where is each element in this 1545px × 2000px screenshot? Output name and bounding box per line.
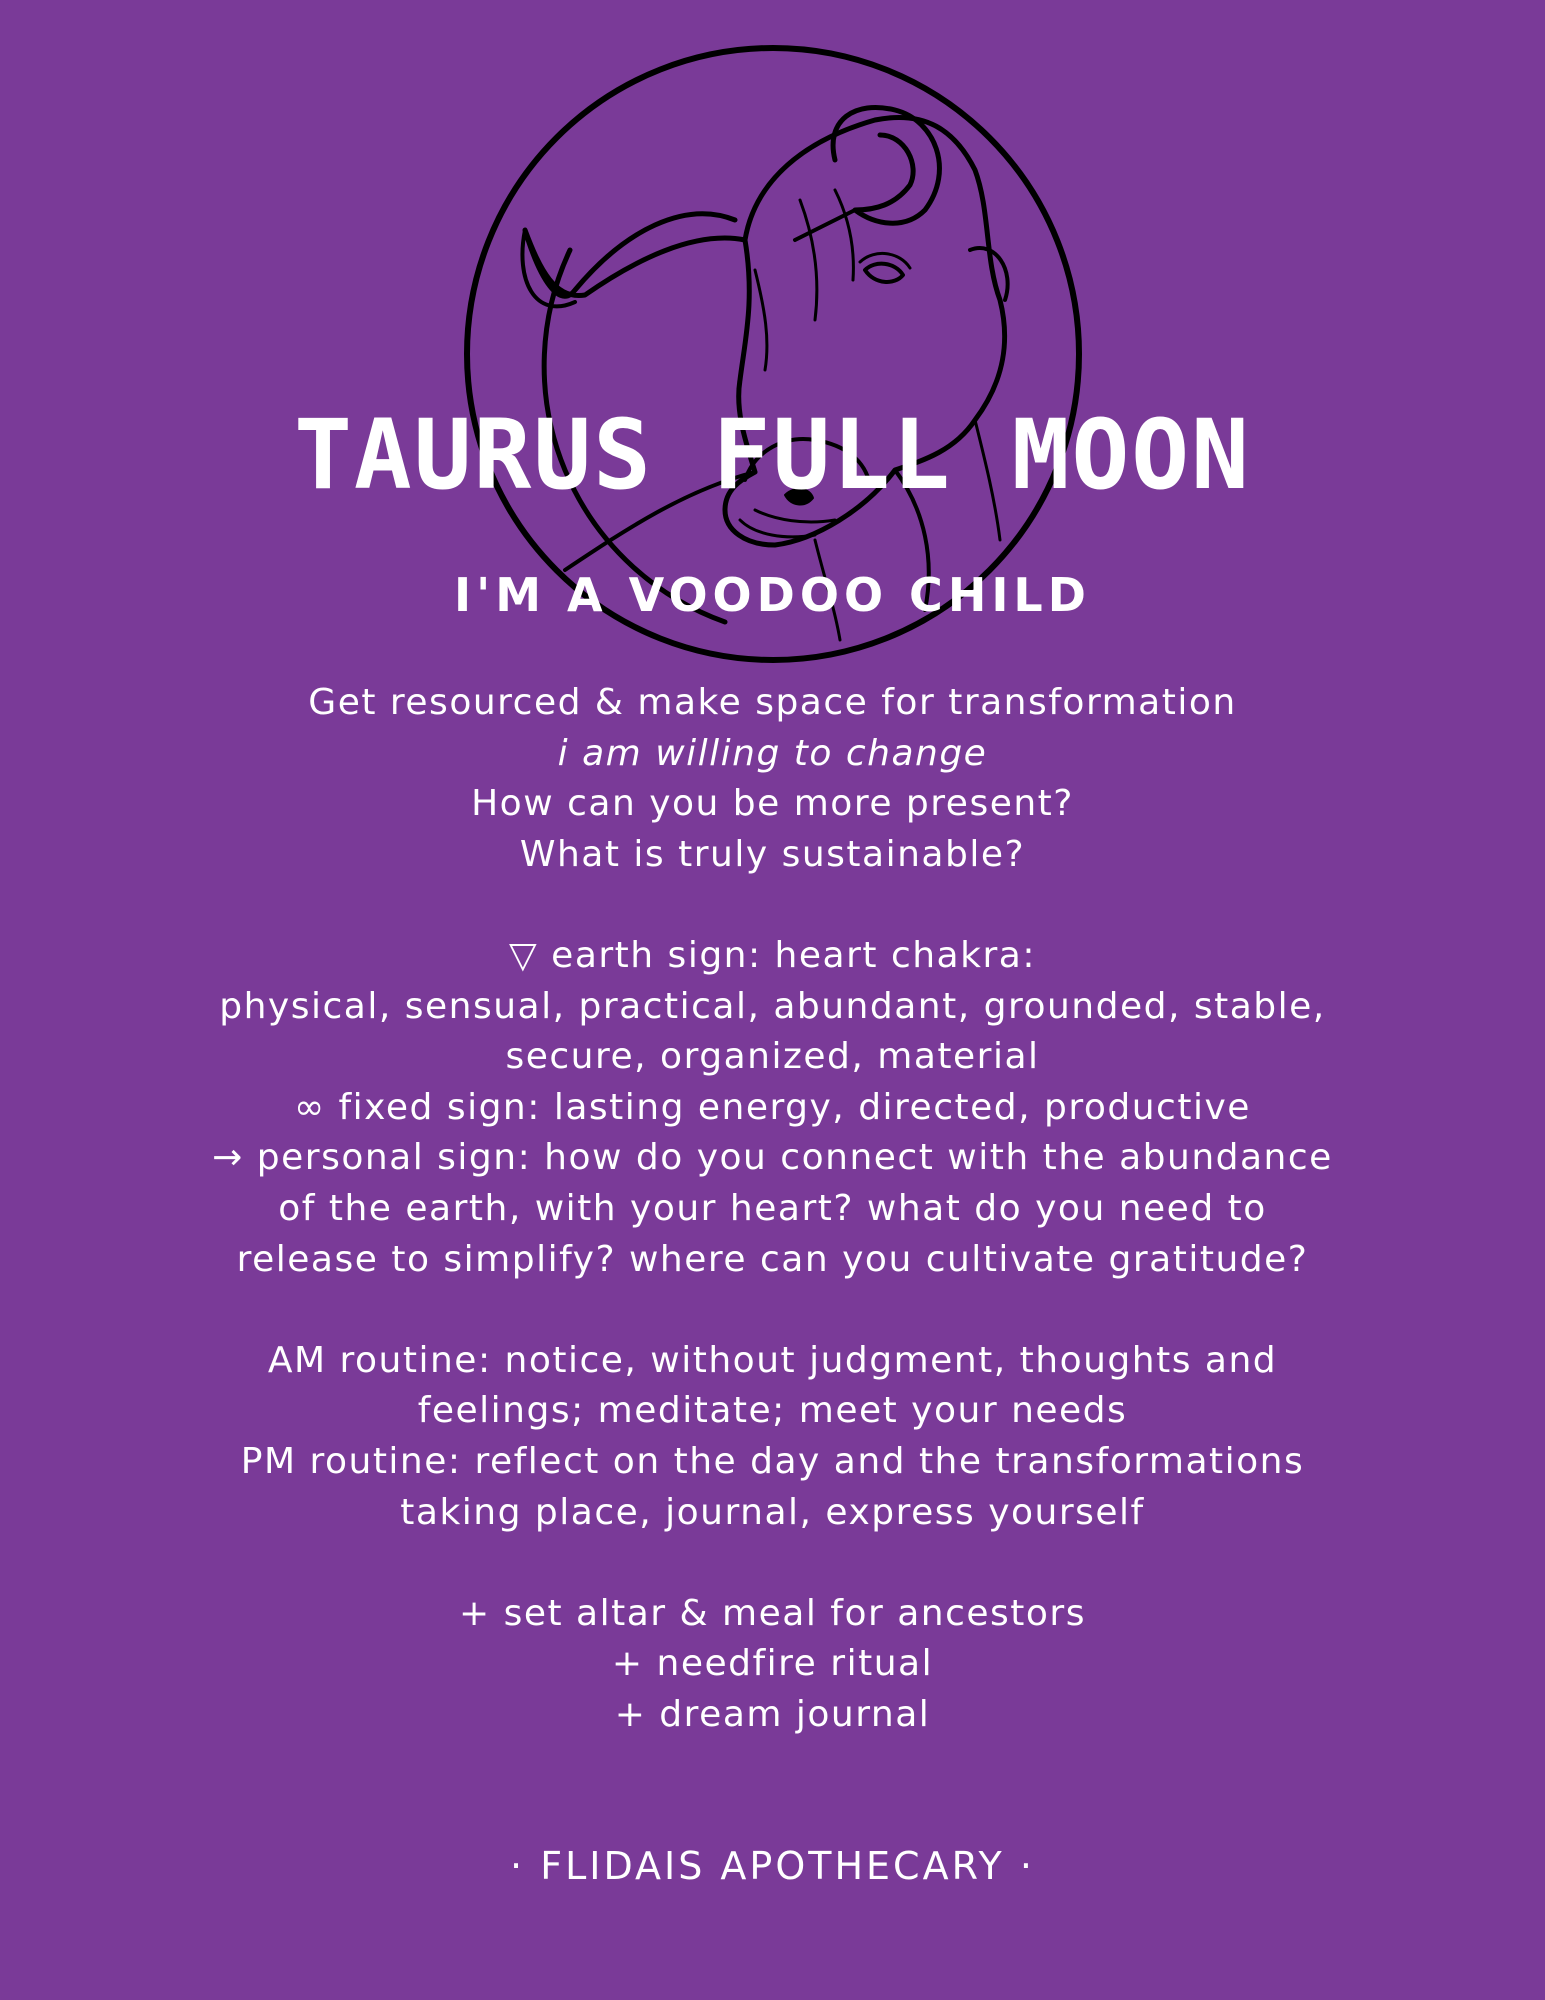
pm-routine-line-2: taking place, journal, express yourself [400, 1491, 1145, 1533]
eye [865, 264, 903, 282]
earth-sign-line: ▽ earth sign: heart chakra: [509, 934, 1036, 976]
ritual-item-1: + set altar & meal for ancestors [458, 1592, 1086, 1634]
page-subtitle: I'M A VOODOO CHILD [454, 568, 1091, 622]
intro-line-4: What is truly sustainable? [519, 833, 1026, 875]
body-text [0, 678, 1545, 1740]
personal-sign-line-3: release to simplify? where can you cultivate gratitude? [236, 1238, 1309, 1280]
right-horn [833, 107, 939, 223]
footer-brand: · FLIDAIS APOTHECARY · [510, 1844, 1035, 1888]
am-routine-line-1: AM routine: notice, without judgment, thoughts and [267, 1339, 1278, 1381]
personal-sign-line-2: of the earth, with your heart? what do you need to [278, 1187, 1267, 1229]
ritual-item-3: + dream journal [614, 1693, 931, 1735]
earth-traits-line-2: secure, organized, material [505, 1036, 1040, 1078]
pm-routine-line-1: PM routine: reflect on the day and the transformations [240, 1440, 1305, 1482]
ritual-item-2: + needfire ritual [611, 1643, 934, 1685]
spacer [0, 880, 1545, 931]
intro-line-1: Get resourced & make space for transformation [308, 682, 1237, 723]
earth-traits-line-1: physical, sensual, practical, abundant, grounded, stable, [219, 985, 1326, 1027]
intro-line-3: How can you be more present? [471, 783, 1074, 825]
spacer [0, 1285, 1545, 1336]
spacer [0, 1538, 1545, 1589]
personal-sign-line-1: → personal sign: how do you connect with the abundance [212, 1137, 1333, 1179]
intro-line-2: i am willing to change [557, 732, 988, 774]
page-title: TAURUS FULL MOON [294, 399, 1251, 511]
fixed-sign-line: ∞ fixed sign: lasting energy, directed, productive [294, 1086, 1251, 1128]
am-routine-line-2: feelings; meditate; meet your needs [417, 1390, 1128, 1432]
